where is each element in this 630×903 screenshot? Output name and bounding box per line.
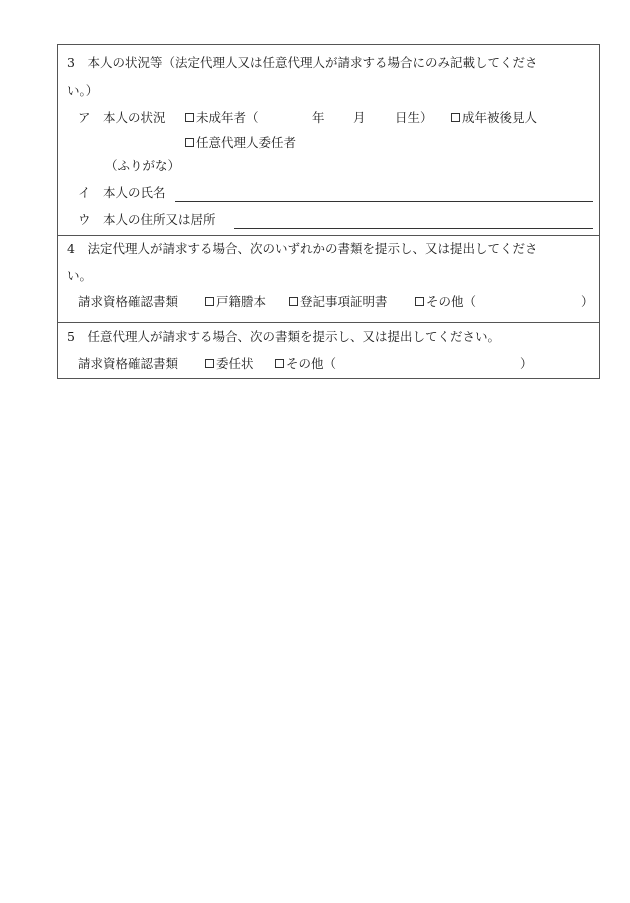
section-4-legal-representative-docs	[58, 236, 599, 323]
option-other-5[interactable]	[275, 356, 336, 372]
option-other-4[interactable]	[415, 294, 476, 310]
close-paren-4: ）	[581, 294, 594, 309]
checkbox-koseki[interactable]	[205, 297, 214, 306]
option-koseki-label: 戸籍謄本	[216, 294, 267, 309]
option-power-of-attorney[interactable]	[205, 356, 254, 372]
option-other-5-label: その他（	[286, 356, 337, 371]
close-paren-5: ）	[520, 356, 533, 371]
option-principal-label: 任意代理人委任者	[196, 135, 297, 150]
section-3-heading-line2: い。）	[67, 83, 99, 98]
section-3-heading-line1: 3 本人の状況等（法定代理人又は任意代理人が請求する場合にのみ記載してくださ	[67, 55, 538, 70]
checkbox-other-5[interactable]	[275, 359, 284, 368]
checkbox-other-4[interactable]	[415, 297, 424, 306]
status-prefix-label: ア 本人の状況	[78, 110, 166, 125]
section-5-voluntary-representative-docs	[58, 323, 599, 378]
address-input-line[interactable]	[234, 228, 593, 229]
checkbox-adult-ward[interactable]	[451, 113, 460, 122]
option-other-4-label: その他（	[426, 294, 477, 309]
section-5-docs-label: 請求資格確認書類	[78, 356, 179, 371]
name-label: イ 本人の氏名	[78, 185, 166, 200]
option-minor-label: 未成年者（	[196, 110, 259, 125]
section-3-principal-status	[58, 45, 599, 236]
year-label: 年	[312, 110, 325, 125]
option-adult-ward[interactable]	[451, 110, 537, 126]
option-adult-ward-label: 成年被後見人	[462, 110, 538, 125]
month-label: 月	[353, 110, 366, 125]
option-principal[interactable]	[185, 135, 296, 151]
checkbox-principal[interactable]	[185, 138, 194, 147]
option-registry[interactable]	[289, 294, 388, 310]
section-4-heading-line1: 4 法定代理人が請求する場合、次のいずれかの書類を提示し、又は提出してくださ	[67, 241, 538, 256]
section-5-heading: 5 任意代理人が請求する場合、次の書類を提示し、又は提出してください。	[67, 329, 500, 344]
option-minor[interactable]	[185, 110, 259, 126]
name-input-line[interactable]	[175, 201, 593, 202]
option-koseki[interactable]	[205, 294, 266, 310]
address-label: ウ 本人の住所又は居所	[78, 212, 216, 227]
option-registry-label: 登記事項証明書	[300, 294, 388, 309]
checkbox-power-of-attorney[interactable]	[205, 359, 214, 368]
furigana-label: （ふりがな）	[105, 158, 181, 173]
day-label: 日生）	[395, 110, 433, 125]
checkbox-minor[interactable]	[185, 113, 194, 122]
request-form	[57, 44, 600, 379]
section-4-docs-label: 請求資格確認書類	[78, 294, 179, 309]
section-4-heading-line2: い。	[67, 268, 93, 283]
option-power-of-attorney-label: 委任状	[216, 356, 254, 371]
checkbox-registry[interactable]	[289, 297, 298, 306]
